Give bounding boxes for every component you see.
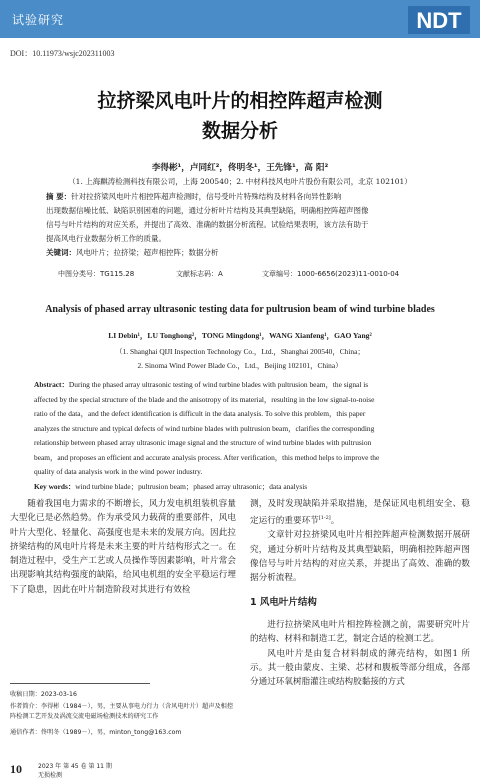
abstract-en-line: analyzes the structure and typical defects of wind turbine blades with pultrusion beam，clarifies the corresponding	[34, 423, 375, 433]
issue-line: 2023 年 第 45 卷 第 11 期	[38, 763, 112, 770]
title-cn-line-2: 数据分析	[201, 120, 278, 142]
clc-number: 中图分类号：TG115.28	[58, 270, 135, 278]
article-number: 文章编号：1000-6656(2023)11-0010-04	[262, 270, 400, 278]
svg-text:NDT: NDT	[416, 8, 462, 33]
body-paragraph: 文章针对拉挤梁风电叶片相控阵超声检测数据开展研究，通过分析叶片结构及其典型缺陷，明确相控阵超声图像信号与叶片结构的对应关系，并提出了高效、准确的数据分析流程。	[250, 530, 470, 584]
keywords-en-label: Key words：	[34, 481, 76, 491]
abstract-cn-line: 摘 要：针对拉挤梁风电叶片相控阵超声检测时，信号受叶片特殊结构及材料各向异性影响	[46, 192, 342, 201]
affiliation-en-line-1: （1. Shanghai QIJI Inspection Technology Co.，Ltd.，Shanghai 200540，China；	[115, 347, 365, 356]
body-paragraph: 测，及时发现缺陷并采取措施，是保证风电机组安全、稳定运行的重要环节[1-2]。	[250, 499, 470, 527]
abstract-en-line: Abstract：During the phased array ultrasonic testing of wind turbine blades with pultrusion beam，the signal is	[34, 380, 369, 389]
abstract-en-line: relationship between phased array ultrasonic image signal and the structure of wind turbine blades with pultrusion	[34, 438, 372, 447]
affiliation-cn: （1. 上海麒涛检测科技有限公司，上海 200540；2. 中材科技风电叶片股份有限公司，北京 102101）	[68, 177, 412, 186]
doi: DOI：10.11973/wsjc202311003	[10, 49, 115, 58]
footnote-rule	[10, 683, 150, 684]
body-paragraph: 风电叶片是由复合材料制成的薄壳结构，如图1 所示。其一般由蒙皮、主梁、芯材和腹板等部分组成，各部分通过环氧树脂灌注或结构胶黏接的方式	[250, 648, 470, 688]
abstract-en-line: affected by the special structure of the blade and the anisotropy of its material，resulting in the low signal-to-noise	[34, 394, 375, 404]
abstract-en-line: beam，and proposes an efficient and accurate analysis process. After verification，this method helps to improve the	[34, 452, 380, 462]
body-right-column	[250, 497, 470, 689]
body-paragraph: 进行拉挤梁风电叶片相控阵检测之前，需要研究叶片的结构、材料和制造工艺，制定合适的检测工艺。	[250, 619, 470, 645]
document-code: 文献标志码：A	[176, 270, 223, 278]
abstract-cn-line: 提高风电行业数据分析工作的质量。	[46, 234, 166, 243]
keywords-en: Key words：wind turbine blade；pultrusion beam；phased array ultrasonic；data analysis	[34, 481, 308, 491]
body-paragraph: 随着我国电力需求的不断增长，风力发电机组装机容量大型化已是必然趋势。作为承受风力载荷的重要部件，风电叶片大型化、轻量化、高强度也是未来的发展方向。因此拉挤梁结构的风电叶片将是未来主要的叶片结构形式之一。在制造过程中，受生产工艺或人员操作等因素影响，叶片常会出现影响其结构强度的缺陷，给风电机组的安全平稳运行埋下了隐患，因此在叶片制造阶段对其进行有效检	[10, 499, 236, 595]
authors-cn: 李得彬¹，卢同红²，佟明冬¹，王先锋¹，高 阳²	[151, 163, 329, 173]
abstract-en	[34, 378, 446, 494]
body-left-column	[10, 497, 236, 597]
abstract-cn-label: 摘 要：	[46, 192, 72, 201]
ndt-logo	[408, 6, 470, 34]
section-heading: 1 风电叶片结构	[250, 596, 317, 608]
section-tag: 试验研究	[12, 13, 65, 27]
author-bio: 作者简介：李得彬（1984－），男，主要从事电力行力（含风电叶片）超声及相控阵检测工艺开发及涡流交流电磁场检测技术的研究工作	[10, 703, 234, 720]
title-en: Analysis of phased array ultrasonic testing data for pultrusion beam of wind turbine blades	[45, 304, 435, 315]
title-cn-line-1: 拉挤梁风电叶片的相控阵超声检测	[97, 90, 383, 112]
abstract-cn	[46, 190, 436, 260]
issue-info	[38, 762, 112, 780]
abstract-en-line: ratio of the data，and the defect identification is difficult in the data analysis. To solve this problem，this paper	[34, 409, 366, 418]
abstract-cn-line: 信号与叶片结构的对应关系，并提出了高效、准确的数据分析流程。试验结果表明，该方法有助于	[46, 220, 369, 229]
abstract-en-line: quality of data analysis work in the wind power industry.	[34, 467, 203, 476]
received-date: 收稿日期：2023-03-16	[10, 691, 77, 698]
page-number: 10	[10, 762, 22, 776]
keywords-cn: 关键词：风电叶片；拉挤梁；超声相控阵；数据分析	[46, 248, 219, 257]
affiliation-en-line-2: 2. Sinoma Wind Power Blade Co.，Ltd.，Beijing 102101，China）	[137, 361, 343, 370]
abstract-cn-line: 出现数据信噪比低、缺陷识别困难的问题，通过分析叶片结构及其典型缺陷，明确相控阵超声图像	[46, 206, 369, 215]
citation: [1-2]	[318, 515, 331, 522]
journal-name: 无损检测	[38, 772, 63, 779]
abstract-en-label: Abstract：	[34, 380, 69, 389]
authors-en: LI Debin¹，LU Tonghong²，TONG Mingdong¹，WANG Xianfeng¹，GAO Yang²	[108, 331, 372, 340]
correspondence: 通信作者：佟明冬（1989－），男，minton_tong@163.com	[10, 729, 182, 736]
keywords-cn-label: 关键词：	[46, 248, 76, 257]
